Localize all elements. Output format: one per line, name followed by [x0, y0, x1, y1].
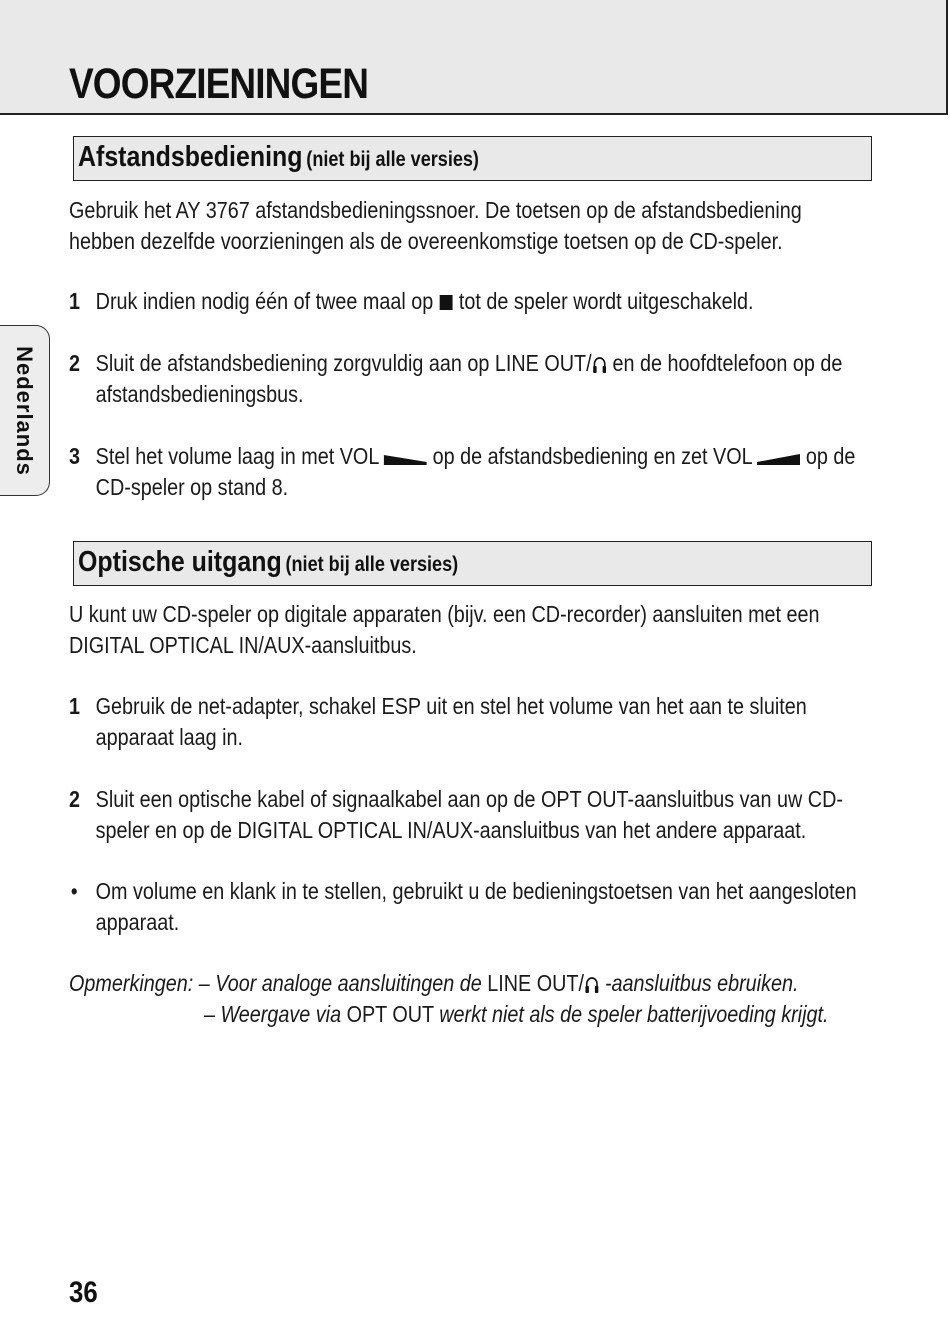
volume-down-icon — [384, 451, 427, 465]
section-heading-note: (niet bij alle versies) — [306, 148, 479, 171]
step-text: tot de speler wordt uitgeschakeld. — [458, 288, 754, 314]
step-item — [69, 286, 873, 317]
step-item — [69, 691, 873, 753]
bullet-item — [69, 876, 873, 938]
step-number: 3 — [69, 443, 81, 469]
note-text: werkt niet als de speler batterijvoeding krijgt. — [439, 1001, 829, 1027]
note-text: LINE OUT/ — [487, 970, 584, 996]
bullet-symbol: • — [70, 878, 78, 904]
section-heading: Afstandsbediening — [78, 141, 303, 173]
bullet-text: Om volume en klank in te stellen, gebruikt u de bedieningstoetsen van het aangesloten apparaat. — [95, 878, 857, 935]
step-item — [69, 348, 873, 410]
section-heading-note: (niet bij alle versies) — [285, 553, 459, 576]
volume-up-icon — [757, 451, 800, 465]
step-text: Druk indien nodig één of twee maal op — [95, 288, 434, 314]
step-item — [69, 441, 873, 503]
step-text: Sluit de afstandsbediening zorgvuldig aan op LINE OUT/ — [95, 350, 592, 376]
step-number: 1 — [69, 288, 81, 314]
note-line — [204, 999, 828, 1030]
headphones-icon — [584, 975, 599, 995]
page-number: 36 — [69, 1276, 98, 1309]
section-header-remote — [73, 136, 872, 181]
note-text: OPT OUT — [346, 1001, 434, 1027]
step-number: 2 — [69, 350, 81, 376]
language-tab — [0, 325, 50, 496]
step-text: en de hoofdtelefoon op de afstandsbedieningsbus. — [95, 350, 843, 407]
step-number: 1 — [69, 693, 81, 719]
language-tab-label: Nederlands — [11, 345, 37, 476]
step-text: Stel het volume laag in met VOL — [95, 443, 379, 469]
note-line — [69, 968, 798, 999]
headphones-icon — [592, 355, 607, 375]
step-text: op de CD-speler op stand 8. — [95, 443, 856, 500]
section-header-optical — [73, 541, 872, 586]
stop-icon — [439, 294, 454, 311]
section-heading: Optische uitgang — [78, 546, 282, 578]
step-text: Gebruik de net-adapter, schakel ESP uit en stel het volume van het aan te sluiten apparaat laag in. — [95, 693, 807, 750]
section-intro: Gebruik het AY 3767 afstandsbedieningssnoer. De toetsen op de afstandsbediening hebben dezelfde voorzieningen als de overeenkomstige toetsen op de CD-speler. — [69, 197, 802, 254]
step-text: Sluit een optische kabel of signaalkabel aan op de OPT OUT-aansluitbus van uw CD-speler en op de DIGITAL OPTICAL IN/AUX-aansluitbus van het andere apparaat. — [95, 786, 843, 843]
note-label: Opmerkingen: — [69, 970, 194, 996]
step-item — [69, 784, 873, 846]
section-intro: U kunt uw CD-speler op digitale apparaten (bijv. een CD-recorder) aansluiten met een DIGITAL OPTICAL IN/AUX-aansluitbus. — [69, 601, 820, 658]
step-text: op de afstandsbediening en zet VOL — [432, 443, 752, 469]
note-text: – Weergave via — [204, 1001, 342, 1027]
page-title: VOORZIENINGEN — [69, 60, 369, 108]
note-text: – Voor analoge aansluitingen de — [198, 970, 482, 996]
note-text: -aansluitbus ebruiken. — [604, 970, 799, 996]
step-number: 2 — [69, 786, 81, 812]
